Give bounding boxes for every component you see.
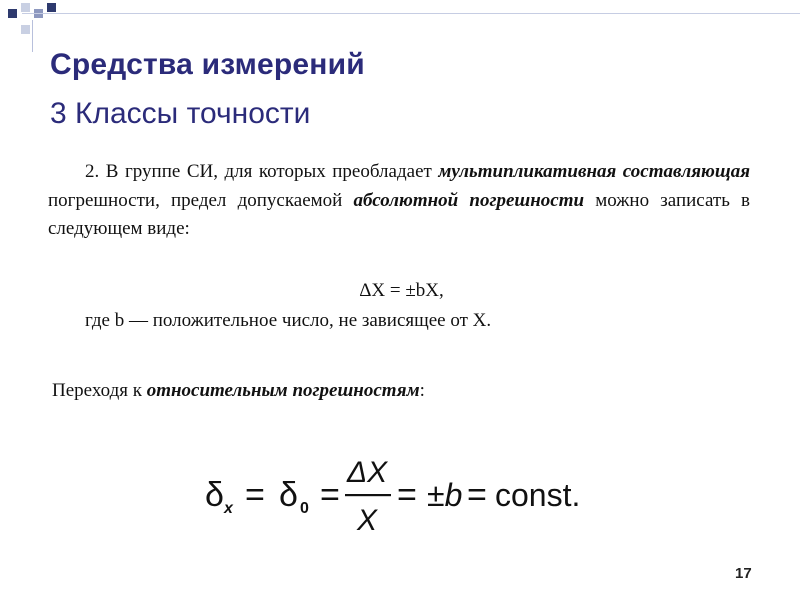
- page-number: 17: [735, 565, 752, 582]
- paragraph-tail: можно записать в следующем виде:: [48, 189, 750, 239]
- formula-eq1: =: [245, 476, 265, 514]
- paragraph-lead: 2. В группе СИ, для которых преобладает: [85, 161, 439, 182]
- formula-relative-error: [205, 448, 595, 548]
- decor-square: [21, 3, 30, 12]
- formula-mid-sub: 0: [300, 500, 309, 517]
- where-line: где b — положительное число, не зависящее от X.: [85, 310, 492, 331]
- transition-suffix: :: [419, 380, 425, 401]
- formula-absolute-error: ΔX = ±bX,: [359, 280, 444, 301]
- slide-title: Средства измерений: [50, 48, 365, 81]
- term-multiplicative: мультипликативная составляющая: [438, 161, 750, 182]
- corner-decoration: [8, 3, 68, 51]
- decor-square: [21, 25, 30, 34]
- transition-prefix: Переходя к: [52, 380, 147, 401]
- decor-horizontal-rule: [22, 13, 800, 14]
- formula-const: const.: [495, 477, 581, 513]
- formula-eq2: =: [320, 476, 340, 514]
- formula-fraction-bar: [345, 494, 391, 496]
- formula-lhs-symbol: δ: [205, 476, 224, 514]
- formula-eq4: =: [467, 476, 487, 514]
- formula-mid-symbol: δ: [279, 476, 298, 514]
- formula-pm-b: ±b: [427, 477, 463, 513]
- decor-square: [8, 9, 17, 18]
- slide-subtitle: 3 Классы точности: [50, 97, 311, 130]
- transition-line: [52, 380, 425, 402]
- formula-denominator: X: [357, 504, 378, 537]
- body-paragraph: [48, 158, 750, 244]
- formula-eq3: =: [397, 476, 417, 514]
- decor-square: [47, 3, 56, 12]
- formula-numerator: ΔX: [347, 456, 388, 489]
- formula-relative-error-svg: [205, 448, 595, 548]
- decor-vertical-rule: [32, 20, 33, 52]
- paragraph-mid: погрешности, предел допускаемой: [48, 189, 354, 211]
- formula-lhs-sub: x: [224, 500, 233, 517]
- term-relative-errors: относительным погрешностям: [146, 380, 420, 401]
- term-absolute-error: абсолютной погрешности: [353, 189, 585, 211]
